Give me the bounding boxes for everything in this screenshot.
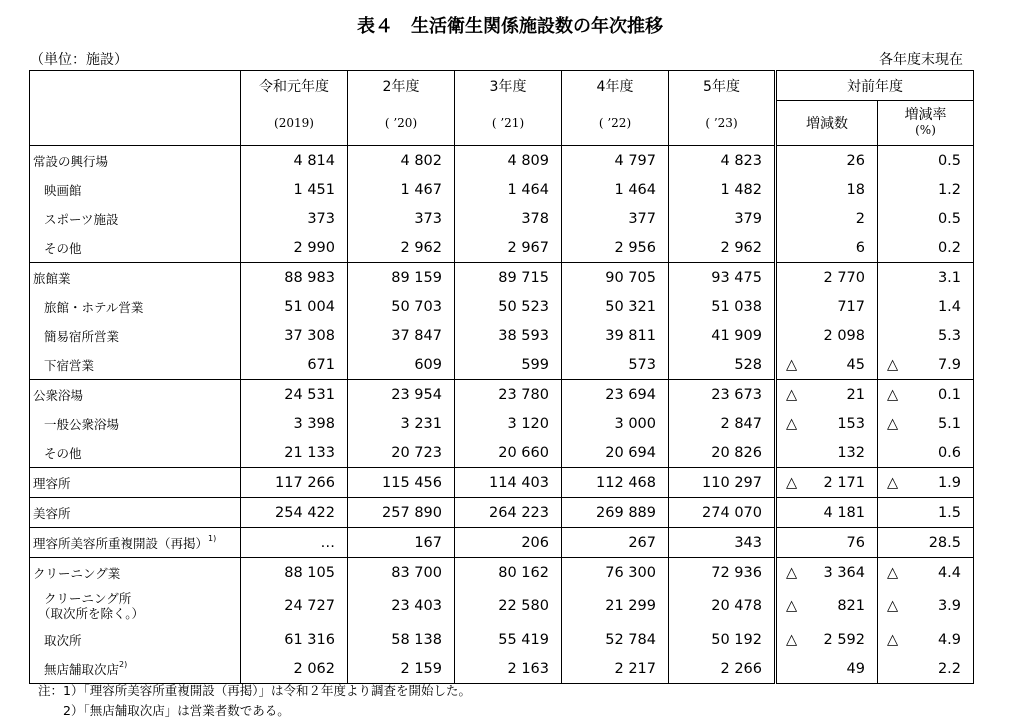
decrease-triangle-icon: △ (887, 631, 899, 648)
cell-value: 343 (669, 528, 776, 558)
row-label-line2: （取次所を除く。） (38, 606, 145, 621)
change-value: 821 (837, 598, 865, 614)
cell-value: 599 (455, 350, 562, 380)
cell-value: 115 456 (348, 468, 455, 498)
cell-rate (878, 233, 974, 263)
row-label-text: 無店舗取次店 (44, 661, 120, 677)
cell-value: 112 468 (562, 468, 669, 498)
change-value: 2 592 (823, 631, 865, 648)
decrease-triangle-icon: △ (786, 564, 798, 581)
cell-value: 274 070 (669, 498, 776, 528)
table-row (30, 321, 974, 350)
cell-value: 93 475 (669, 263, 776, 293)
cell-value: 52 784 (562, 625, 669, 654)
rate-value: 1.4 (937, 298, 961, 315)
cell-change (776, 204, 878, 233)
table-row (30, 654, 974, 684)
change-value: 2 770 (823, 269, 865, 286)
rate-value: 3.1 (937, 269, 961, 286)
cell-value: 2 163 (455, 654, 562, 684)
cell-value: 2 967 (455, 233, 562, 263)
rate-value: 1.2 (937, 181, 961, 198)
cell-change (776, 263, 878, 293)
change-value: 2 171 (823, 474, 865, 491)
header-year-2: 3年度 (455, 71, 562, 101)
row-label (30, 146, 241, 176)
change-value: 49 (846, 660, 865, 677)
header-year-sub-4: ( ’23) (669, 101, 776, 146)
table-row (30, 204, 974, 233)
table-row (30, 498, 974, 528)
cell-value: 20 723 (348, 438, 455, 468)
header-year-sub-2: ( ’21) (455, 101, 562, 146)
table-row (30, 438, 974, 468)
cell-value: 167 (348, 528, 455, 558)
change-value: 18 (846, 181, 865, 198)
row-label (30, 625, 241, 654)
cell-value: 206 (455, 528, 562, 558)
footnote-marker: 1) (208, 533, 217, 543)
cell-change (776, 350, 878, 380)
cell-change (776, 321, 878, 350)
change-value: 132 (837, 444, 865, 461)
row-label (30, 321, 241, 350)
cell-value: 72 936 (669, 558, 776, 588)
cell-value: 2 159 (348, 654, 455, 684)
cell-value: 76 300 (562, 558, 669, 588)
row-label-text: 映画館 (44, 182, 82, 198)
header-rate (878, 101, 974, 146)
cell-rate (878, 409, 974, 438)
row-label-text: その他 (44, 445, 82, 461)
rate-value: 1.5 (937, 504, 961, 521)
row-label-text: 美容所 (33, 505, 71, 521)
cell-value: 528 (669, 350, 776, 380)
rate-value: 7.9 (937, 356, 961, 373)
decrease-triangle-icon: △ (887, 356, 899, 373)
row-label-text: 公衆浴場 (33, 387, 84, 403)
cell-value: 269 889 (562, 498, 669, 528)
row-label-text: 旅館業 (33, 270, 71, 286)
change-value: 2 098 (823, 327, 865, 344)
cell-rate (878, 558, 974, 588)
cell-value: 50 523 (455, 292, 562, 321)
row-label-text: 簡易宿所営業 (44, 328, 120, 344)
table-row (30, 468, 974, 498)
table-row (30, 409, 974, 438)
row-label (30, 263, 241, 293)
row-label-text: 取次所 (44, 632, 82, 648)
decrease-triangle-icon: △ (786, 356, 798, 373)
change-value: 4 181 (823, 504, 865, 521)
change-value: 3 364 (823, 564, 865, 581)
note-1: 注：1）「理容所美容所重複開設（再掲）」は令和２年度より調査を開始した。 (38, 683, 471, 698)
page-title: 表４ 生活衛生関係施設数の年次推移 (357, 16, 663, 37)
cell-value: 379 (669, 204, 776, 233)
rate-value: 4.9 (937, 631, 961, 648)
cell-change (776, 146, 878, 176)
row-label (30, 350, 241, 380)
cell-value: 83 700 (348, 558, 455, 588)
table-row (30, 380, 974, 410)
decrease-triangle-icon: △ (887, 474, 899, 491)
cell-value: 4 809 (455, 146, 562, 176)
change-value: 153 (837, 415, 865, 432)
header-year-sub-3: ( ’22) (562, 101, 669, 146)
table-row (30, 587, 974, 625)
cell-value: 117 266 (241, 468, 348, 498)
row-label (30, 233, 241, 263)
header-rate-label: 増減率 (904, 107, 947, 124)
rate-value: 0.6 (937, 444, 961, 461)
row-label (30, 409, 241, 438)
cell-rate (878, 350, 974, 380)
cell-value: 37 847 (348, 321, 455, 350)
row-label (30, 438, 241, 468)
header-year-1: 2年度 (348, 71, 455, 101)
unit-label: （単位：施設） (30, 52, 128, 68)
cell-value: 2 266 (669, 654, 776, 684)
cell-value: 50 703 (348, 292, 455, 321)
cell-value: 3 398 (241, 409, 348, 438)
cell-value: 55 419 (455, 625, 562, 654)
cell-change (776, 654, 878, 684)
table-row (30, 175, 974, 204)
header-year-sub-0: (2019) (241, 101, 348, 146)
table-row (30, 233, 974, 263)
cell-rate (878, 468, 974, 498)
cell-value: 4 823 (669, 146, 776, 176)
cell-value: 58 138 (348, 625, 455, 654)
cell-change (776, 175, 878, 204)
header-prev-year: 対前年度 (776, 71, 974, 101)
cell-value: 377 (562, 204, 669, 233)
row-label (30, 498, 241, 528)
rate-value: 5.3 (937, 327, 961, 344)
row-label (30, 175, 241, 204)
cell-value: 2 990 (241, 233, 348, 263)
cell-value: 22 580 (455, 587, 562, 625)
cell-change (776, 468, 878, 498)
cell-value: 39 811 (562, 321, 669, 350)
cell-value: 89 715 (455, 263, 562, 293)
cell-value: 23 954 (348, 380, 455, 410)
cell-value: 61 316 (241, 625, 348, 654)
table-body (30, 146, 974, 684)
cell-value: 2 962 (669, 233, 776, 263)
cell-value: 37 308 (241, 321, 348, 350)
cell-rate (878, 204, 974, 233)
decrease-triangle-icon: △ (786, 474, 798, 491)
table-row (30, 558, 974, 588)
cell-value: 114 403 (455, 468, 562, 498)
rate-value: 0.2 (937, 239, 961, 256)
cell-rate (878, 321, 974, 350)
cell-value: 89 159 (348, 263, 455, 293)
cell-change (776, 528, 878, 558)
cell-rate (878, 146, 974, 176)
cell-change (776, 625, 878, 654)
decrease-triangle-icon: △ (887, 386, 899, 403)
cell-value: 1 464 (562, 175, 669, 204)
cell-value: 24 531 (241, 380, 348, 410)
decrease-triangle-icon: △ (786, 598, 798, 614)
cell-value: 1 451 (241, 175, 348, 204)
row-label-text: 旅館・ホテル営業 (44, 299, 144, 315)
footnote-marker: 2) (119, 659, 128, 669)
row-label (30, 558, 241, 588)
cell-change (776, 587, 878, 625)
cell-value: 20 826 (669, 438, 776, 468)
cell-value: 20 478 (669, 587, 776, 625)
cell-change (776, 558, 878, 588)
cell-value: 110 297 (669, 468, 776, 498)
change-value: 2 (855, 210, 865, 227)
cell-value: … (241, 528, 348, 558)
rate-value: 28.5 (928, 534, 961, 551)
cell-rate (878, 175, 974, 204)
row-label (30, 292, 241, 321)
row-label (30, 380, 241, 410)
cell-value: 50 321 (562, 292, 669, 321)
cell-value: 23 403 (348, 587, 455, 625)
cell-value: 3 120 (455, 409, 562, 438)
change-value: 717 (837, 298, 865, 315)
row-label (30, 528, 241, 558)
header-change: 増減数 (776, 101, 878, 146)
decrease-triangle-icon: △ (887, 564, 899, 581)
rate-value: 0.5 (937, 210, 961, 227)
row-label-line1: クリーニング所 (44, 591, 132, 606)
table-row (30, 146, 974, 176)
note-2: 2）「無店舗取次店」は営業者数である。 (38, 703, 290, 718)
table-row (30, 350, 974, 380)
cell-value: 21 299 (562, 587, 669, 625)
row-label (30, 204, 241, 233)
cell-value: 51 004 (241, 292, 348, 321)
decrease-triangle-icon: △ (887, 415, 899, 432)
rate-value: 1.9 (937, 474, 961, 491)
cell-value: 3 231 (348, 409, 455, 438)
rate-value: 3.9 (937, 598, 961, 614)
cell-value: 23 694 (562, 380, 669, 410)
cell-rate (878, 528, 974, 558)
table-row (30, 625, 974, 654)
cell-value: 41 909 (669, 321, 776, 350)
cell-value: 373 (241, 204, 348, 233)
rate-value: 0.5 (937, 152, 961, 169)
decrease-triangle-icon: △ (786, 386, 798, 403)
cell-value: 609 (348, 350, 455, 380)
cell-value: 23 673 (669, 380, 776, 410)
cell-value: 23 780 (455, 380, 562, 410)
header-corner (30, 71, 241, 146)
as-of-label: 各年度末現在 (879, 52, 963, 68)
row-label-text: クリーニング業 (33, 565, 121, 581)
header-year-sub-1: ( ’20) (348, 101, 455, 146)
cell-value: 50 192 (669, 625, 776, 654)
row-label-text: 下宿営業 (44, 357, 95, 373)
table-row (30, 292, 974, 321)
cell-rate (878, 263, 974, 293)
row-label-text: 一般公衆浴場 (44, 416, 120, 432)
cell-value: 20 694 (562, 438, 669, 468)
header-year-4: 5年度 (669, 71, 776, 101)
cell-change (776, 438, 878, 468)
cell-rate (878, 587, 974, 625)
cell-value: 38 593 (455, 321, 562, 350)
change-value: 26 (846, 152, 865, 169)
row-label-text: その他 (44, 240, 82, 256)
cell-value: 671 (241, 350, 348, 380)
cell-value: 4 802 (348, 146, 455, 176)
cell-change (776, 498, 878, 528)
rate-value: 0.1 (937, 386, 961, 403)
cell-value: 573 (562, 350, 669, 380)
cell-rate (878, 380, 974, 410)
cell-value: 90 705 (562, 263, 669, 293)
table-row (30, 263, 974, 293)
cell-value: 257 890 (348, 498, 455, 528)
row-label-text: 常設の興行場 (33, 153, 109, 169)
change-value: 6 (855, 239, 865, 256)
decrease-triangle-icon: △ (786, 415, 798, 432)
cell-change (776, 380, 878, 410)
table-row (30, 528, 974, 558)
rate-value: 4.4 (937, 564, 961, 581)
cell-value: 21 133 (241, 438, 348, 468)
cell-rate (878, 438, 974, 468)
change-value: 76 (846, 534, 865, 551)
cell-value: 254 422 (241, 498, 348, 528)
cell-value: 24 727 (241, 587, 348, 625)
cell-value: 3 000 (562, 409, 669, 438)
decrease-triangle-icon: △ (887, 598, 899, 614)
decrease-triangle-icon: △ (786, 631, 798, 648)
rate-value: 2.2 (937, 660, 961, 677)
cell-value: 4 814 (241, 146, 348, 176)
notes (38, 681, 471, 721)
cell-value: 88 983 (241, 263, 348, 293)
header-rate-unit: (%) (915, 123, 936, 138)
cell-rate (878, 625, 974, 654)
row-label-text: スポーツ施設 (44, 211, 119, 227)
cell-change (776, 409, 878, 438)
header-year-0: 令和元年度 (241, 71, 348, 101)
row-label-text: 理容所 (33, 475, 71, 491)
cell-rate (878, 498, 974, 528)
row-label (30, 654, 241, 684)
cell-value: 80 162 (455, 558, 562, 588)
cell-value: 1 467 (348, 175, 455, 204)
cell-value: 1 482 (669, 175, 776, 204)
cell-value: 2 956 (562, 233, 669, 263)
cell-value: 2 217 (562, 654, 669, 684)
row-label (30, 587, 241, 625)
row-label (30, 468, 241, 498)
rate-value: 5.1 (937, 415, 961, 432)
cell-change (776, 292, 878, 321)
cell-change (776, 233, 878, 263)
cell-value: 2 962 (348, 233, 455, 263)
cell-value: 267 (562, 528, 669, 558)
change-value: 45 (846, 356, 865, 373)
cell-value: 88 105 (241, 558, 348, 588)
cell-value: 378 (455, 204, 562, 233)
cell-rate (878, 292, 974, 321)
change-value: 21 (846, 386, 865, 403)
cell-value: 264 223 (455, 498, 562, 528)
cell-value: 2 847 (669, 409, 776, 438)
row-label-text: 理容所美容所重複開設（再掲） (33, 535, 209, 551)
cell-value: 373 (348, 204, 455, 233)
cell-value: 2 062 (241, 654, 348, 684)
cell-rate (878, 654, 974, 684)
cell-value: 4 797 (562, 146, 669, 176)
cell-value: 20 660 (455, 438, 562, 468)
cell-value: 51 038 (669, 292, 776, 321)
header-year-3: 4年度 (562, 71, 669, 101)
facility-table (29, 70, 974, 684)
cell-value: 1 464 (455, 175, 562, 204)
